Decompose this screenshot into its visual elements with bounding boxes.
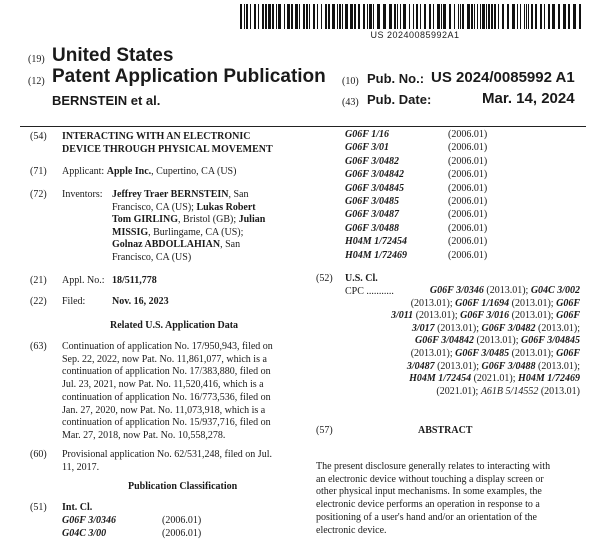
class-year: (2006.01) <box>448 155 488 167</box>
class-code: G06F 3/0487 <box>345 209 399 221</box>
cpc-line: G06F 3/04842 (2013.01); G06F 3/04845 <box>415 335 580 347</box>
code-12: (12) <box>28 76 45 87</box>
filed-label: Filed: <box>62 296 86 307</box>
class-row <box>345 195 487 208</box>
abstract-line: an electronic device without touching a display screen or <box>316 473 544 485</box>
class-year: (2006.01) <box>448 169 488 181</box>
class-code: G04C 3/00 <box>62 528 107 540</box>
provisional-line: 11, 2017. <box>62 461 100 473</box>
document-type: Patent Application Publication <box>52 66 326 87</box>
inventors-code: (72) <box>30 189 47 200</box>
abstract-code: (57) <box>316 425 333 436</box>
continuation-line: continuation of application No. 15/937,716, filed on <box>62 417 271 429</box>
pub-date-label: Pub. Date: <box>367 92 432 107</box>
class-year: (2006.01) <box>162 515 202 526</box>
pub-date: Mar. 14, 2024 <box>482 90 575 107</box>
class-year: (2006.01) <box>162 528 202 540</box>
cpc-line: (2021.01); A61B 5/14552 (2013.01) <box>436 385 580 397</box>
class-code: G06F 3/04845 <box>345 182 404 194</box>
class-code: G06F 3/0485 <box>345 195 399 207</box>
cpc-text <box>369 285 580 398</box>
cpc-line: G06F 3/0346 (2013.01); G04C 3/002 <box>429 285 580 296</box>
class-row <box>345 208 487 221</box>
applicant-code: (71) <box>30 166 47 177</box>
abstract-line: electronic device performs an operation in response to a <box>316 499 540 511</box>
inventors-label: Inventors: <box>62 189 103 200</box>
class-year: (2006.01) <box>448 209 488 221</box>
inventor-line: MISSIG, Burlingame, CA (US); <box>112 226 244 238</box>
code-43: (43) <box>342 97 359 108</box>
title-line-2: DEVICE THROUGH PHYSICAL MOVEMENT <box>62 144 273 155</box>
appl-code: (21) <box>30 275 47 286</box>
cpc-line: 3/011 (2013.01); G06F 3/016 (2013.01); G06F <box>390 310 580 322</box>
class-row <box>345 168 487 181</box>
class-row <box>62 527 201 540</box>
appl-no: 18/511,778 <box>112 275 157 286</box>
class-row <box>345 155 487 168</box>
provisional-text <box>62 449 293 474</box>
continuation-line: Jul. 23, 2021, now Pat. No. 11,520,416, which is a <box>62 379 264 391</box>
title-code: (54) <box>30 131 47 142</box>
class-year: (2006.01) <box>448 222 488 234</box>
continuation-line: Mar. 27, 2018, now Pat. No. 10,558,278. <box>62 429 226 441</box>
class-row <box>62 514 201 527</box>
applicant-location: , Cupertino, CA (US) <box>151 166 237 177</box>
class-year: (2006.01) <box>448 182 488 194</box>
continuation-line: Jan. 27, 2020, now Pat. No. 11,073,918, which is a <box>62 404 266 416</box>
uscl-label: U.S. Cl. <box>345 273 378 284</box>
class-row <box>345 128 487 141</box>
class-code: G06F 3/0488 <box>345 222 399 234</box>
barcode-bar <box>581 4 584 29</box>
continuation-text <box>62 341 293 443</box>
class-code: G06F 3/0346 <box>62 515 116 526</box>
class-code: H04M 1/72469 <box>345 249 407 261</box>
intcl-label: Int. Cl. <box>62 502 93 513</box>
applicant-label: Applicant: <box>62 166 105 177</box>
class-row <box>345 182 487 195</box>
continuation-line: Continuation of application No. 17/950,943, filed on <box>62 341 273 352</box>
class-year: (2006.01) <box>448 236 488 248</box>
cpc-line: (2013.01); G06F 3/0485 (2013.01); G06F <box>410 347 580 359</box>
inventor-line: Francisco, CA (US) <box>112 251 192 263</box>
barcode <box>240 4 588 29</box>
abstract-line: electronic device. <box>316 524 387 536</box>
classification-heading: Publication Classification <box>128 481 238 492</box>
class-table-continued <box>345 128 487 262</box>
inventor-line: Francisco, CA (US); Lukas Robert <box>112 201 256 213</box>
cpc-line: 3/017 (2013.01); G06F 3/0482 (2013.01); <box>411 322 580 334</box>
class-row <box>345 235 487 248</box>
class-year: (2006.01) <box>448 142 488 154</box>
cpc-line: 3/0487 (2013.01); G06F 3/0488 (2013.01); <box>406 360 580 372</box>
class-row <box>345 141 487 154</box>
title-line-1: INTERACTING WITH AN ELECTRONIC <box>62 131 251 142</box>
inventor-short: BERNSTEIN et al. <box>52 93 161 108</box>
intcl-table <box>62 514 201 541</box>
continuation-line: Sep. 22, 2022, now Pat. No. 11,861,077, which is a <box>62 353 267 365</box>
appl-label: Appl. No.: <box>62 275 105 286</box>
abstract-heading: ABSTRACT <box>418 425 473 436</box>
applicant-name: Apple Inc. <box>106 166 152 177</box>
inventors-list <box>112 189 265 264</box>
intcl-code: (51) <box>30 502 47 513</box>
cpc-label: CPC ........... <box>345 286 394 297</box>
applicant <box>62 166 236 177</box>
inventor-line: Jeffrey Traer BERNSTEIN, San <box>112 189 249 200</box>
class-code: G06F 1/16 <box>345 129 389 140</box>
class-code: H04M 1/72454 <box>345 236 407 248</box>
filed-code: (22) <box>30 296 47 307</box>
class-code: G06F 3/04842 <box>345 169 404 181</box>
abstract-text <box>316 461 581 537</box>
class-row <box>345 249 487 262</box>
cpc-line: H04M 1/72454 (2021.01); H04M 1/72469 <box>409 373 580 385</box>
inventor-line: Tom GIRLING, Bristol (GB); Julian <box>112 214 266 225</box>
class-code: G06F 3/01 <box>345 142 389 154</box>
inventor-line: Golnaz ABDOLLAHIAN, San <box>112 239 241 250</box>
class-year: (2006.01) <box>448 195 488 207</box>
pub-no: US 2024/0085992 A1 <box>431 69 575 86</box>
abstract-line: The present disclosure generally relates to interacting with <box>316 461 551 472</box>
header-rule <box>20 126 586 127</box>
uscl-code: (52) <box>316 273 333 284</box>
pub-no-label: Pub. No.: <box>367 71 425 86</box>
class-year: (2006.01) <box>448 129 488 140</box>
provisional-code: (60) <box>30 449 47 460</box>
filed-date: Nov. 16, 2023 <box>112 296 169 307</box>
code-19: (19) <box>28 54 45 65</box>
code-10: (10) <box>342 76 359 87</box>
abstract-line: other physical input mechanisms. In some examples, the <box>316 486 542 498</box>
continuation-line: continuation of application No. 17/383,880, filed on <box>62 366 271 378</box>
provisional-line: Provisional application No. 62/531,248, filed on Jul. <box>62 449 272 460</box>
class-row <box>345 222 487 235</box>
class-code: G06F 3/0482 <box>345 155 399 167</box>
abstract-line: positioning of a user's hand and/or an orientation of the <box>316 511 537 523</box>
continuation-line: continuation of application No. 16/773,536, filed on <box>62 391 271 403</box>
cpc-line: (2013.01); G06F 1/1694 (2013.01); G06F <box>410 297 580 309</box>
country-title: United States <box>52 45 174 66</box>
class-year: (2006.01) <box>448 249 488 261</box>
related-heading: Related U.S. Application Data <box>110 320 239 331</box>
continuation-code: (63) <box>30 341 47 352</box>
barcode-number: US 20240085992A1 <box>370 30 460 40</box>
